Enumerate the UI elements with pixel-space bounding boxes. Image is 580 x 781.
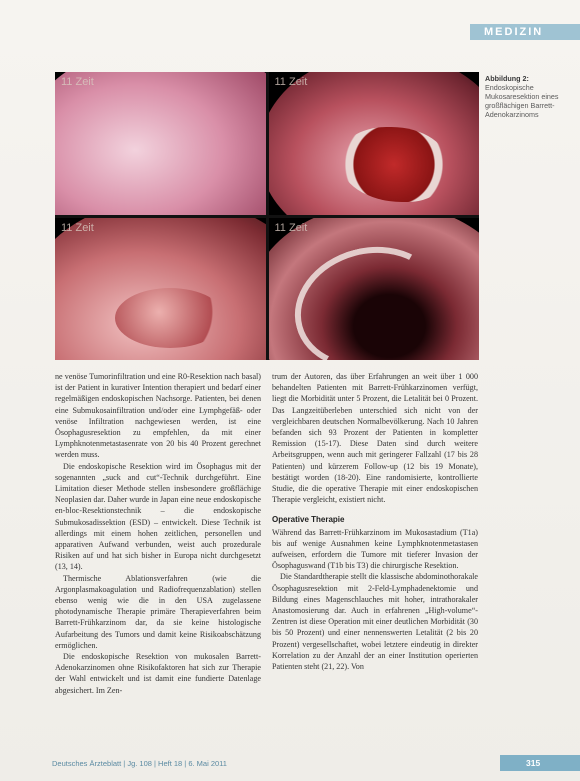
endoscopy-image-2	[269, 72, 480, 215]
image-stamp: 11 Zeit	[274, 76, 308, 88]
page-number: 315	[500, 755, 580, 771]
figure-caption	[485, 74, 577, 119]
paragraph: Thermische Ablationsverfahren (wie die Argonplasmakoagulation und Radiofrequenzablation) stellen ebenso wenig wie die in den USA zugelassene photodynamische Therapie primäre Therapieverfahren beim Barrett-Frühkarzinom dar, da sie keine histologische Aufarbeitung des Tumors und damit keine Risikoabschätzung ermöglichen.	[55, 573, 261, 650]
tissue-fold	[115, 288, 225, 348]
journal-footer: Deutsches Ärzteblatt | Jg. 108 | Heft 18 | 6. Mai 2011	[52, 759, 227, 768]
paragraph: ne venöse Tumorinfiltration und eine R0-Resektion nach basal) ist der Patient in kurativer Intention therapiert und bedarf einer regelmäßigen endoskopischen Nachsorge. Patienten, bei denen eine Submukosainfiltration und/oder eine Lymphgefäß- oder venöse Infiltration nachgewiesen werden, ist eine Ösophagusresektion zu empfehlen, da mit einer Lymphknotenmetastasenrate von 20 bis 40 Prozent gerechnet werden muss.	[55, 372, 261, 460]
endoscopy-image-1	[55, 72, 266, 215]
image-stamp: 11 Zeit	[274, 221, 308, 234]
paragraph: trum der Autoren, das über Erfahrungen an weit über 1 000 behandelten Patienten mit Barrett-Frühkarzinomen verfügt, liegt die Morbidität unter 5 Prozent, die Letalität bei 0 Prozent. Das Langzeitüberleben unterschied sich nicht von der vergleichbaren deutschen Normalbevölkerung. Nach 10 Jahren befanden sich 93 Prozent der Patienten in kompletter Remission (15-17). Diese Daten sind durch weitere Arbeitsgruppen, wenn auch mit geringerer Fallzahl (17 bis 28 Patienten) und kürzerem Follow-up (12 bis 19 Monate), bestätigt worden (18-20). Eine randomisierte, kontrollierte Studie, die die operative Therapie mit einer endoskopischen Therapie vergleicht, existiert nicht.	[272, 372, 478, 505]
endoscopy-image-4	[269, 218, 480, 361]
section-heading: Operative Therapie	[272, 515, 345, 525]
text-column-left	[55, 371, 261, 696]
text-column-right	[272, 371, 478, 672]
endoscopy-figure	[55, 72, 479, 360]
paragraph: Die endoskopische Resektion wird im Ösophagus mit der sogenannten „suck and cut“-Technik durchgeführt. Eine Limitation dieser Methode stellen insbesondere großflächige Neoplasien dar. Daher wurde in Japan eine neue endoskopische en-bloc-Resektionstechnik – die endoskopische Submukosadissektion (ESD) – entwickelt. Diese Technik ist allerdings mit einem hohen zeitlichen, personellen und apparativen Aufwand verbunden, weist auch prozedurale Risiken auf und hat sich bisher in Europa nicht durchgesetzt (13, 14).	[55, 461, 261, 572]
image-stamp: 11 Zeit	[61, 221, 94, 234]
paragraph: Die Standardtherapie stellt die klassische abdominothorakale Ösophagusresektion mit 2-Feld-Lymphadenektomie und Bildung eines Magenschlauches mit hoher, intrathorakaler Anastomosierung dar. Auch in erfahrenen „High-volume“-Zentren ist diese Operation mit einer deutlichen Morbidität (30 bis 50 Prozent) und einer nennenswerten Letalität (2 bis 20 Prozent) vergesellschaftet, wobei letztere eindeutig in direkter Korrelation zu der Anzahl der an einer Institution operierten Patienten steht (21, 22). Von	[272, 572, 478, 672]
image-stamp: 11 Zeit	[61, 76, 94, 88]
scope-view	[55, 72, 266, 215]
caption-text: Endoskopische Mukosaresektion eines großflächigen Barrett-Adenokarzinoms	[485, 83, 559, 119]
paragraph: Die endoskopische Resektion von mukosalen Barrett-Adenokarzinomen ohne Risikofaktoren hat sich zur Therapie der Wahl entwickelt und ist damit eine fundierte Datenlage abgesichert. Im Zen-	[55, 652, 261, 695]
paragraph: Während das Barrett-Frühkarzinom im Mukosastadium (T1a) bis auf wenige Ausnahmen keine Lymphknotenmetastasen aufweisen, erfordern die Tumore mit tieferer Invasion der Ösophaguswand (T1b bis T3) die chirurgische Resektion.	[272, 527, 478, 571]
endoscopy-image-3	[55, 218, 266, 361]
caption-title: Abbildung 2:	[485, 74, 529, 83]
section-header: MEDIZIN	[470, 24, 580, 40]
